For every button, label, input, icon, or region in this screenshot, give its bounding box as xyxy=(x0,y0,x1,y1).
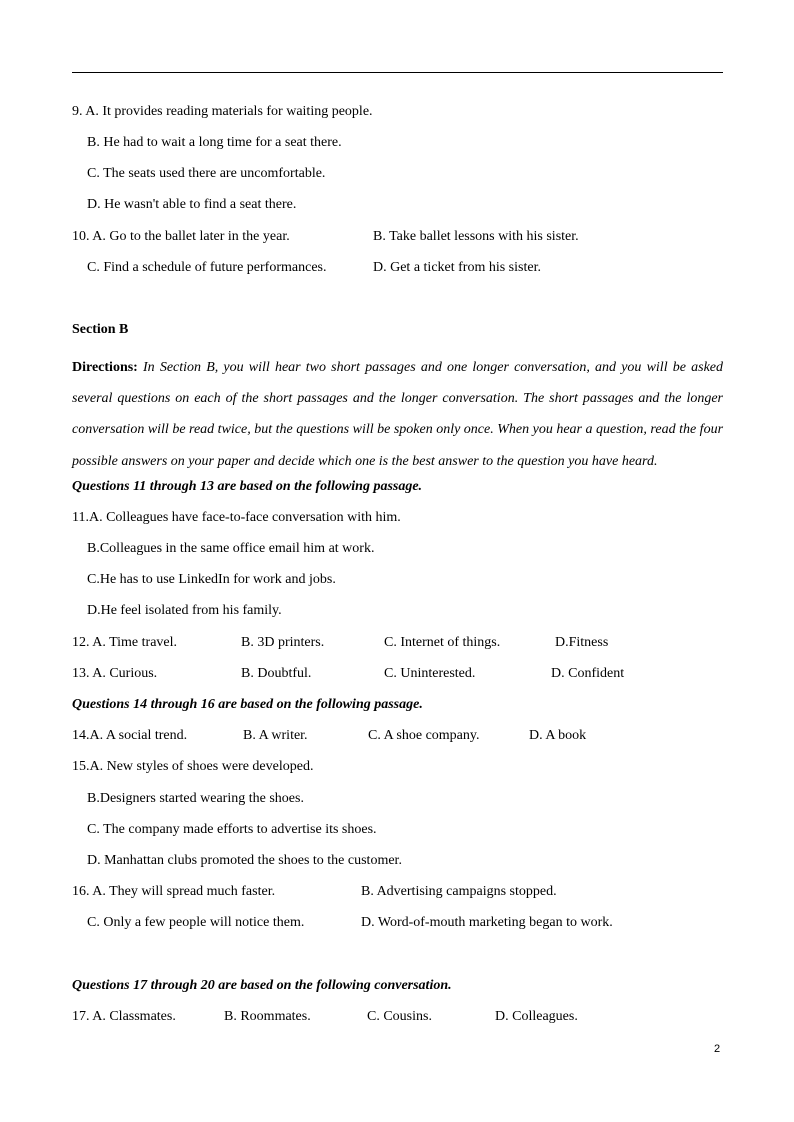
q10-option-a: 10. A. Go to the ballet later in the year. xyxy=(72,229,290,244)
q16-option-d: D. Word-of-mouth marketing began to work. xyxy=(361,915,613,930)
q17-option-b: B. Roommates. xyxy=(224,1009,311,1024)
q17-option-a: 17. A. Classmates. xyxy=(72,1009,176,1024)
q10-option-c: C. Find a schedule of future performances. xyxy=(87,260,327,275)
header-rule xyxy=(72,72,723,73)
q12-option-d: D.Fitness xyxy=(555,635,609,650)
q15-option-a: 15.A. New styles of shoes were developed. xyxy=(72,759,314,774)
q14-option-c: C. A shoe company. xyxy=(368,728,480,743)
q15-option-b: B.Designers started wearing the shoes. xyxy=(87,791,304,806)
q13-option-d: D. Confident xyxy=(551,666,625,681)
heading-questions-14-16: Questions 14 through 16 are based on the following passage. xyxy=(72,697,423,712)
section-b-title: Section B xyxy=(72,322,129,337)
q9-option-b: B. He had to wait a long time for a seat there. xyxy=(87,135,342,150)
q14-option-b: B. A writer. xyxy=(243,728,308,743)
q10-option-b: B. Take ballet lessons with his sister. xyxy=(373,229,579,244)
heading-questions-17-20: Questions 17 through 20 are based on the following conversation. xyxy=(72,978,452,993)
q17-option-c: C. Cousins. xyxy=(367,1009,432,1024)
q14-option-d: D. A book xyxy=(529,728,587,743)
page-number: 2 xyxy=(714,1043,721,1055)
q11-option-c: C.He has to use LinkedIn for work and jobs. xyxy=(87,572,336,587)
q12-option-b: B. 3D printers. xyxy=(241,635,325,650)
q11-option-d: D.He feel isolated from his family. xyxy=(87,603,282,618)
q16-option-a: 16. A. They will spread much faster. xyxy=(72,884,276,899)
q11-option-b: B.Colleagues in the same office email him at work. xyxy=(87,541,375,556)
q9-option-a: 9. A. It provides reading materials for waiting people. xyxy=(72,104,373,119)
q13-option-b: B. Doubtful. xyxy=(241,666,312,681)
heading-questions-11-13: Questions 11 through 13 are based on the following passage. xyxy=(72,479,423,494)
q9-option-c: C. The seats used there are uncomfortable. xyxy=(87,166,326,181)
q15-option-c: C. The company made efforts to advertise its shoes. xyxy=(87,822,377,837)
q16-option-c: C. Only a few people will notice them. xyxy=(87,915,305,930)
q16-option-b: B. Advertising campaigns stopped. xyxy=(361,884,557,899)
section-b-directions xyxy=(72,352,723,477)
q12-option-c: C. Internet of things. xyxy=(384,635,501,650)
q9-option-d: D. He wasn't able to find a seat there. xyxy=(87,197,297,212)
q15-option-d: D. Manhattan clubs promoted the shoes to the customer. xyxy=(87,853,402,868)
q11-option-a: 11.A. Colleagues have face-to-face conversation with him. xyxy=(72,510,401,525)
q13-option-c: C. Uninterested. xyxy=(384,666,476,681)
q13-option-a: 13. A. Curious. xyxy=(72,666,158,681)
directions-label: Directions: xyxy=(72,360,138,375)
q10-option-d: D. Get a ticket from his sister. xyxy=(373,260,541,275)
directions-text: In Section B, you will hear two short passages and one longer conversation, and you will be asked several questions on each of the short passages and the longer conversation. The short passages and the longer conversation will be read twice, but the questions will be spoken only once. When you hear a question, read the four possible answers on your paper and decide which one is the best answer to the question you have heard. xyxy=(72,360,724,469)
q17-option-d: D. Colleagues. xyxy=(495,1009,578,1024)
q12-option-a: 12. A. Time travel. xyxy=(72,635,178,650)
q14-option-a: 14.A. A social trend. xyxy=(72,728,188,743)
